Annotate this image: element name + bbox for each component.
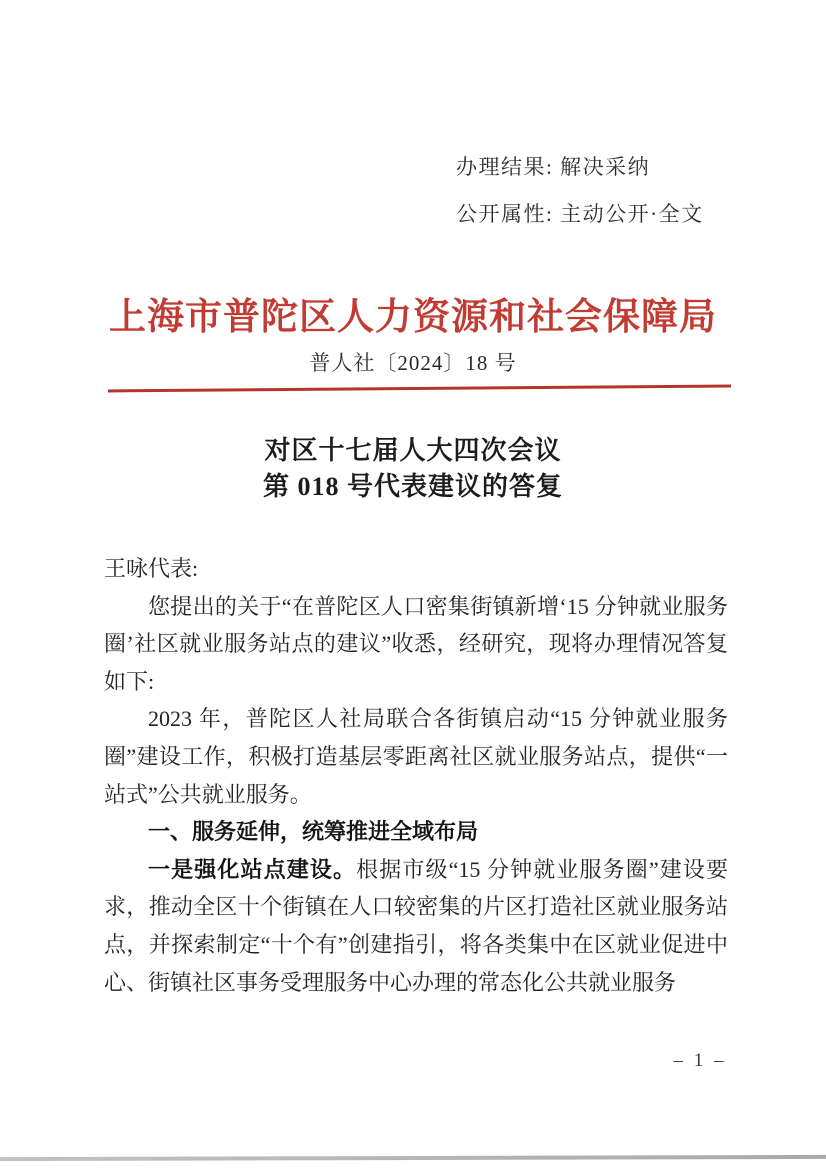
paragraph-bold-lead: 一是强化站点建设。 xyxy=(148,856,357,882)
document-title-line1: 对区十七届人大四次会议 xyxy=(264,436,562,465)
paragraph: 您提出的关于“在普陀区人口密集街镇新增‘15 分钟就业服务圈’社区就业服务站点的建议”收悉，经研究，现将办理情况答复如下: xyxy=(104,593,728,694)
letterhead-red-rule xyxy=(108,385,731,393)
document-title-line2: 第 018 号代表建议的答复 xyxy=(262,472,563,501)
section-heading xyxy=(104,813,728,851)
document-body xyxy=(104,550,728,1001)
scan-bottom-edge-shadow xyxy=(0,1155,826,1161)
processing-meta xyxy=(456,144,704,238)
paragraph-text: 根据市级“15 分钟就业服务圈”建设要求，推动全区十个街镇在人口较密集的片区打造社区就业服务站点，并探索制定“十个有”创建指引，将各类集中在区就业促进中心、街镇社区事务受理服务中心办理的常态化公共就业服务 xyxy=(104,856,728,995)
handling-result-line: 办理结果: 解决采纳 xyxy=(456,155,651,179)
letterhead-org-name: 上海市普陀区人力资源和社会保障局 xyxy=(109,297,717,338)
section-heading-text: 一、服务延伸，统筹推进全域布局 xyxy=(148,819,479,845)
paragraph: 2023 年，普陀区人社局联合各街镇启动“15 分钟就业服务圈”建设工作，积极打造基层零距离社区就业服务站点，提供“一站式”公共就业服务。 xyxy=(104,706,728,807)
document-reference-number: 普人社〔2024〕18 号 xyxy=(309,351,517,375)
salutation: 王咏代表: xyxy=(104,556,199,581)
page-number: – 1 – xyxy=(673,1050,727,1071)
paragraph xyxy=(104,851,728,1001)
publicity-attribute-line: 公开属性: 主动公开·全文 xyxy=(456,202,704,226)
document-title xyxy=(0,433,826,505)
